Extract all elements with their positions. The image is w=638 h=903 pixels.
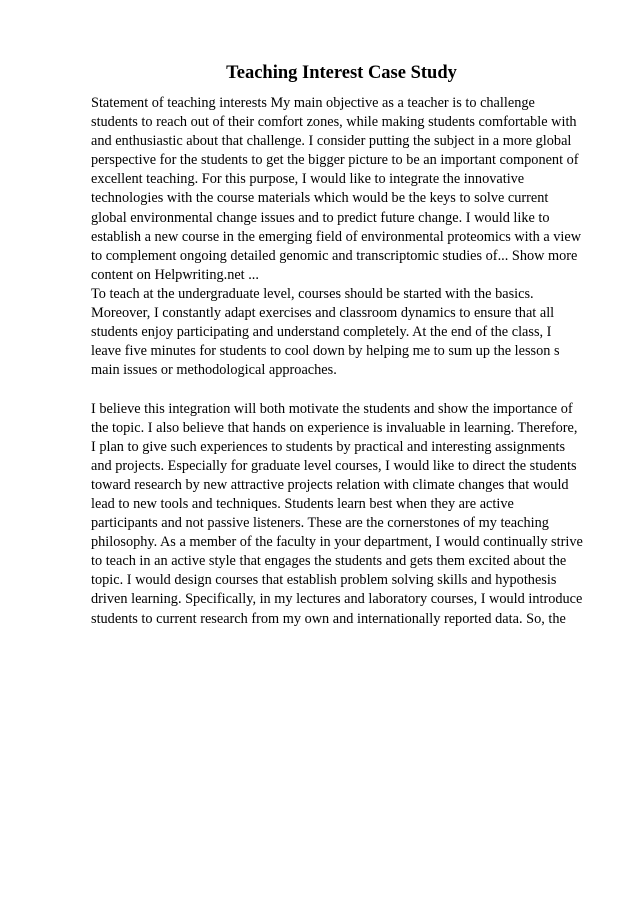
text-line: to teach in an active style that engages the students and gets them excited about the	[91, 553, 567, 570]
text-line: excellent teaching. For this purpose, I would like to integrate the innovative	[91, 171, 525, 188]
text-line: To teach at the undergraduate level, courses should be started with the basics.	[91, 285, 534, 302]
text-line: Statement of teaching interests My main objective as a teacher is to challenge	[91, 95, 535, 111]
text-line: main issues or methodological approaches.	[91, 362, 337, 379]
document-title: Teaching Interest Case Study	[226, 63, 457, 83]
text-line: and enthusiastic about that challenge. I consider putting the subject in a more global	[91, 133, 572, 150]
text-line: participants and not passive listeners. These are the cornerstones of my teaching	[91, 515, 549, 532]
paragraph-spacer	[91, 380, 591, 399]
text-line: students to current research from my own and internationally reported data. So, the	[91, 610, 566, 627]
paragraph-1	[91, 94, 591, 380]
text-line: I believe this integration will both motivate the students and show the importance of	[91, 400, 573, 417]
text-line: global environmental change issues and to predict future change. I would like to	[91, 209, 550, 226]
text-line: to complement ongoing detailed genomic and transcriptomic studies of... Show more	[91, 247, 578, 264]
text-line: and projects. Especially for graduate level courses, I would like to direct the students	[91, 457, 577, 474]
text-line: philosophy. As a member of the faculty in your department, I would continually strive	[91, 534, 583, 551]
text-line: Moreover, I constantly adapt exercises and classroom dynamics to ensure that all	[91, 305, 555, 322]
document-body	[91, 94, 591, 629]
text-line: students to reach out of their comfort zones, while making students comfortable with	[91, 114, 577, 131]
text-line: establish a new course in the emerging field of environmental proteomics with a view	[91, 228, 582, 245]
text-line: the topic. I also believe that hands on experience is invaluable in learning. Therefore,	[91, 419, 578, 436]
text-line: topic. I would design courses that establish problem solving skills and hypothesis	[91, 572, 557, 589]
text-line: lead to new tools and techniques. Students learn best when they are active	[91, 495, 514, 512]
text-line: toward research by new attractive projects relation with climate changes that would	[91, 476, 569, 493]
text-line: content on Helpwriting.net ...	[91, 266, 259, 283]
paragraph-2	[91, 400, 591, 629]
text-line: I plan to give such experiences to students by practical and interesting assignments	[91, 438, 566, 455]
text-line: technologies with the course materials which would be the keys to solve current	[91, 190, 549, 207]
text-line: driven learning. Specifically, in my lectures and laboratory courses, I would introduce	[91, 591, 583, 608]
text-line: leave five minutes for students to cool down by helping me to sum up the lesson s	[91, 343, 560, 360]
text-line: students enjoy participating and understand completely. At the end of the class, I	[91, 324, 552, 341]
text-line: perspective for the students to get the bigger picture to be an important component of	[91, 152, 579, 169]
